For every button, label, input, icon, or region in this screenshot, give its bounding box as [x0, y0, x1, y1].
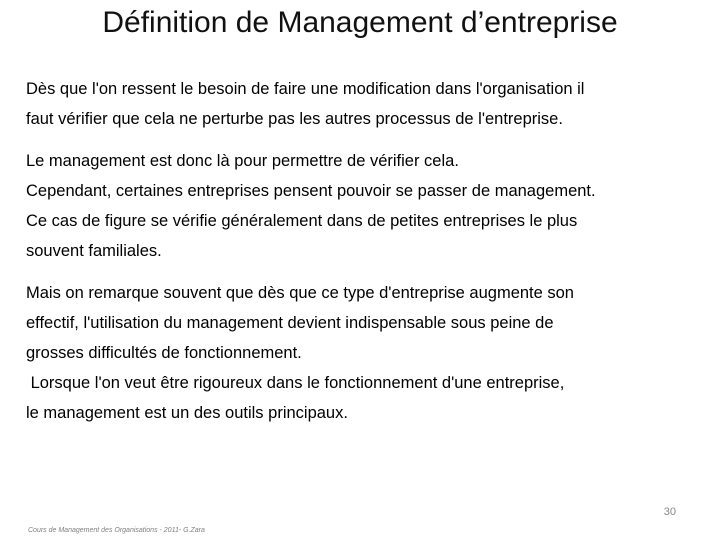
slide-body [26, 74, 686, 428]
text-line: Lorsque l'on veut être rigoureux dans le fonctionnement d'une entreprise, [26, 374, 565, 392]
page-number: 30 [663, 506, 676, 518]
text-line: Cependant, certaines entreprises pensent pouvoir se passer de management. [26, 182, 596, 200]
text-line: faut vérifier que cela ne perturbe pas les autres processus de l'entreprise. [26, 110, 563, 128]
paragraph-3 [26, 278, 686, 428]
text-line: Le management est donc là pour permettre de vérifier cela. [26, 152, 459, 170]
paragraph-2 [26, 146, 686, 266]
text-line: Dès que l'on ressent le besoin de faire une modification dans l'organisation il [26, 80, 585, 98]
text-line: Ce cas de figure se vérifie généralement dans de petites entreprises le plus [26, 212, 578, 230]
paragraph-1 [26, 74, 686, 134]
text-line: effectif, l'utilisation du management devient indispensable sous peine de [26, 314, 554, 332]
text-line: grosses difficultés de fonctionnement. [26, 344, 302, 362]
text-line: le management est un des outils principaux. [26, 404, 348, 422]
text-line: Mais on remarque souvent que dès que ce type d'entreprise augmente son [26, 284, 574, 302]
footer-text: Cours de Management des Organisations - 2011- G.Zara [28, 527, 205, 534]
text-line: souvent familiales. [26, 242, 162, 260]
slide-title: Définition de Management d’entreprise [102, 6, 618, 39]
